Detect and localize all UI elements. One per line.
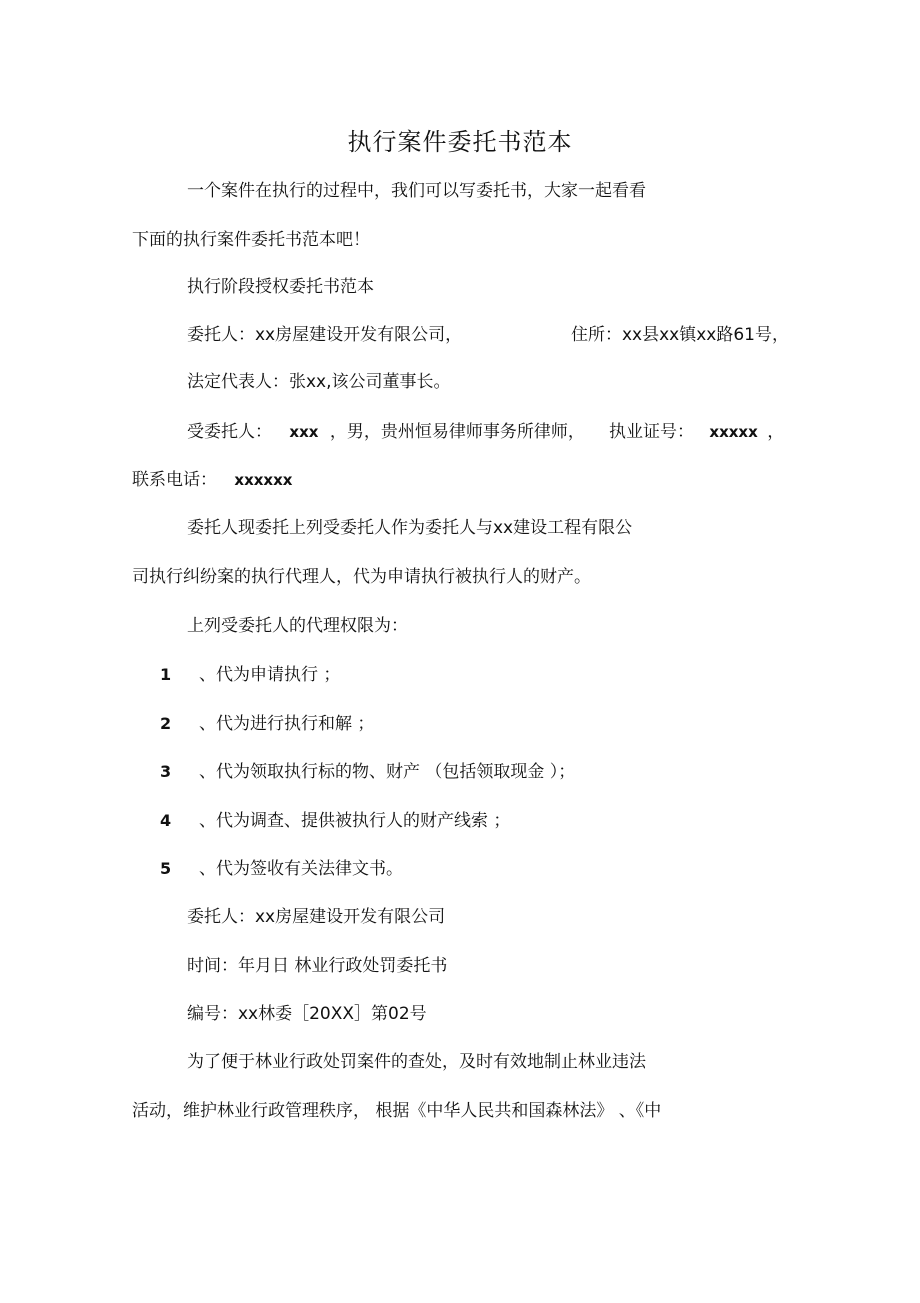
legal-representative: 法定代表人：张xx,该公司董事长。 bbox=[187, 372, 451, 392]
power-number: 3 bbox=[160, 762, 172, 781]
agent-name: xxx bbox=[289, 423, 319, 441]
agent-line bbox=[187, 420, 585, 444]
client-address bbox=[571, 323, 789, 347]
power-number: 5 bbox=[160, 859, 172, 878]
client-address-label: 住所： bbox=[571, 325, 622, 345]
forestry-line-2: 活动，维护林业行政管理秩序， 根据《中华人民共和国森林法》 、《中 bbox=[132, 1101, 662, 1121]
power-number: 1 bbox=[160, 665, 172, 684]
power-text: 、代为领取执行标的物、财产 （包括领取现金 ）； bbox=[199, 762, 576, 782]
intro-line-1: 一个案件在执行的过程中，我们可以写委托书，大家一起看看 bbox=[187, 181, 646, 201]
agent-label: 受委托人： bbox=[187, 422, 272, 442]
client-name: xx房屋建设开发有限公司， bbox=[255, 325, 463, 345]
client-line bbox=[187, 323, 462, 347]
license-label: 执业证号： bbox=[609, 422, 694, 442]
power-text: 、代为申请执行 ； bbox=[199, 665, 341, 685]
powers-heading: 上列受委托人的代理权限为： bbox=[187, 616, 408, 636]
agent-license bbox=[609, 420, 784, 444]
license-number: xxxxx bbox=[709, 423, 758, 441]
power-text: 、代为签收有关法律文书。 bbox=[199, 859, 403, 879]
intro-line-2: 下面的执行案件委托书范本吧！ bbox=[132, 230, 370, 250]
power-text: 、代为进行执行和解 ； bbox=[199, 714, 375, 734]
agent-details: ，男，贵州恒易律师事务所律师， bbox=[329, 422, 585, 442]
document-title: 执行案件委托书范本 bbox=[347, 128, 573, 156]
entrust-line-2: 司执行纠纷案的执行代理人，代为申请执行被执行人的财产。 bbox=[132, 567, 591, 587]
power-text: 、代为调查、提供被执行人的财产线索 ； bbox=[199, 811, 511, 831]
phone-number: xxxxxx bbox=[234, 471, 293, 489]
license-end: ， bbox=[767, 422, 785, 442]
power-number: 2 bbox=[160, 714, 172, 733]
signature-line: 委托人：xx房屋建设开发有限公司 bbox=[187, 907, 446, 927]
client-address-value: xx县xx镇xx路61号， bbox=[622, 325, 789, 345]
entrust-line-1: 委托人现委托上列受委托人作为委托人与xx建设工程有限公 bbox=[187, 518, 633, 538]
power-number: 4 bbox=[160, 811, 172, 830]
client-label: 委托人： bbox=[187, 325, 255, 345]
number-line: 编号：xx林委［20XX］第02号 bbox=[187, 1004, 427, 1024]
forestry-line-1: 为了便于林业行政处罚案件的查处，及时有效地制止林业违法 bbox=[187, 1052, 646, 1072]
time-line: 时间：年月日 林业行政处罚委托书 bbox=[187, 956, 448, 976]
section-heading: 执行阶段授权委托书范本 bbox=[187, 277, 374, 297]
phone-label: 联系电话： bbox=[132, 470, 217, 490]
phone-line bbox=[132, 468, 292, 492]
